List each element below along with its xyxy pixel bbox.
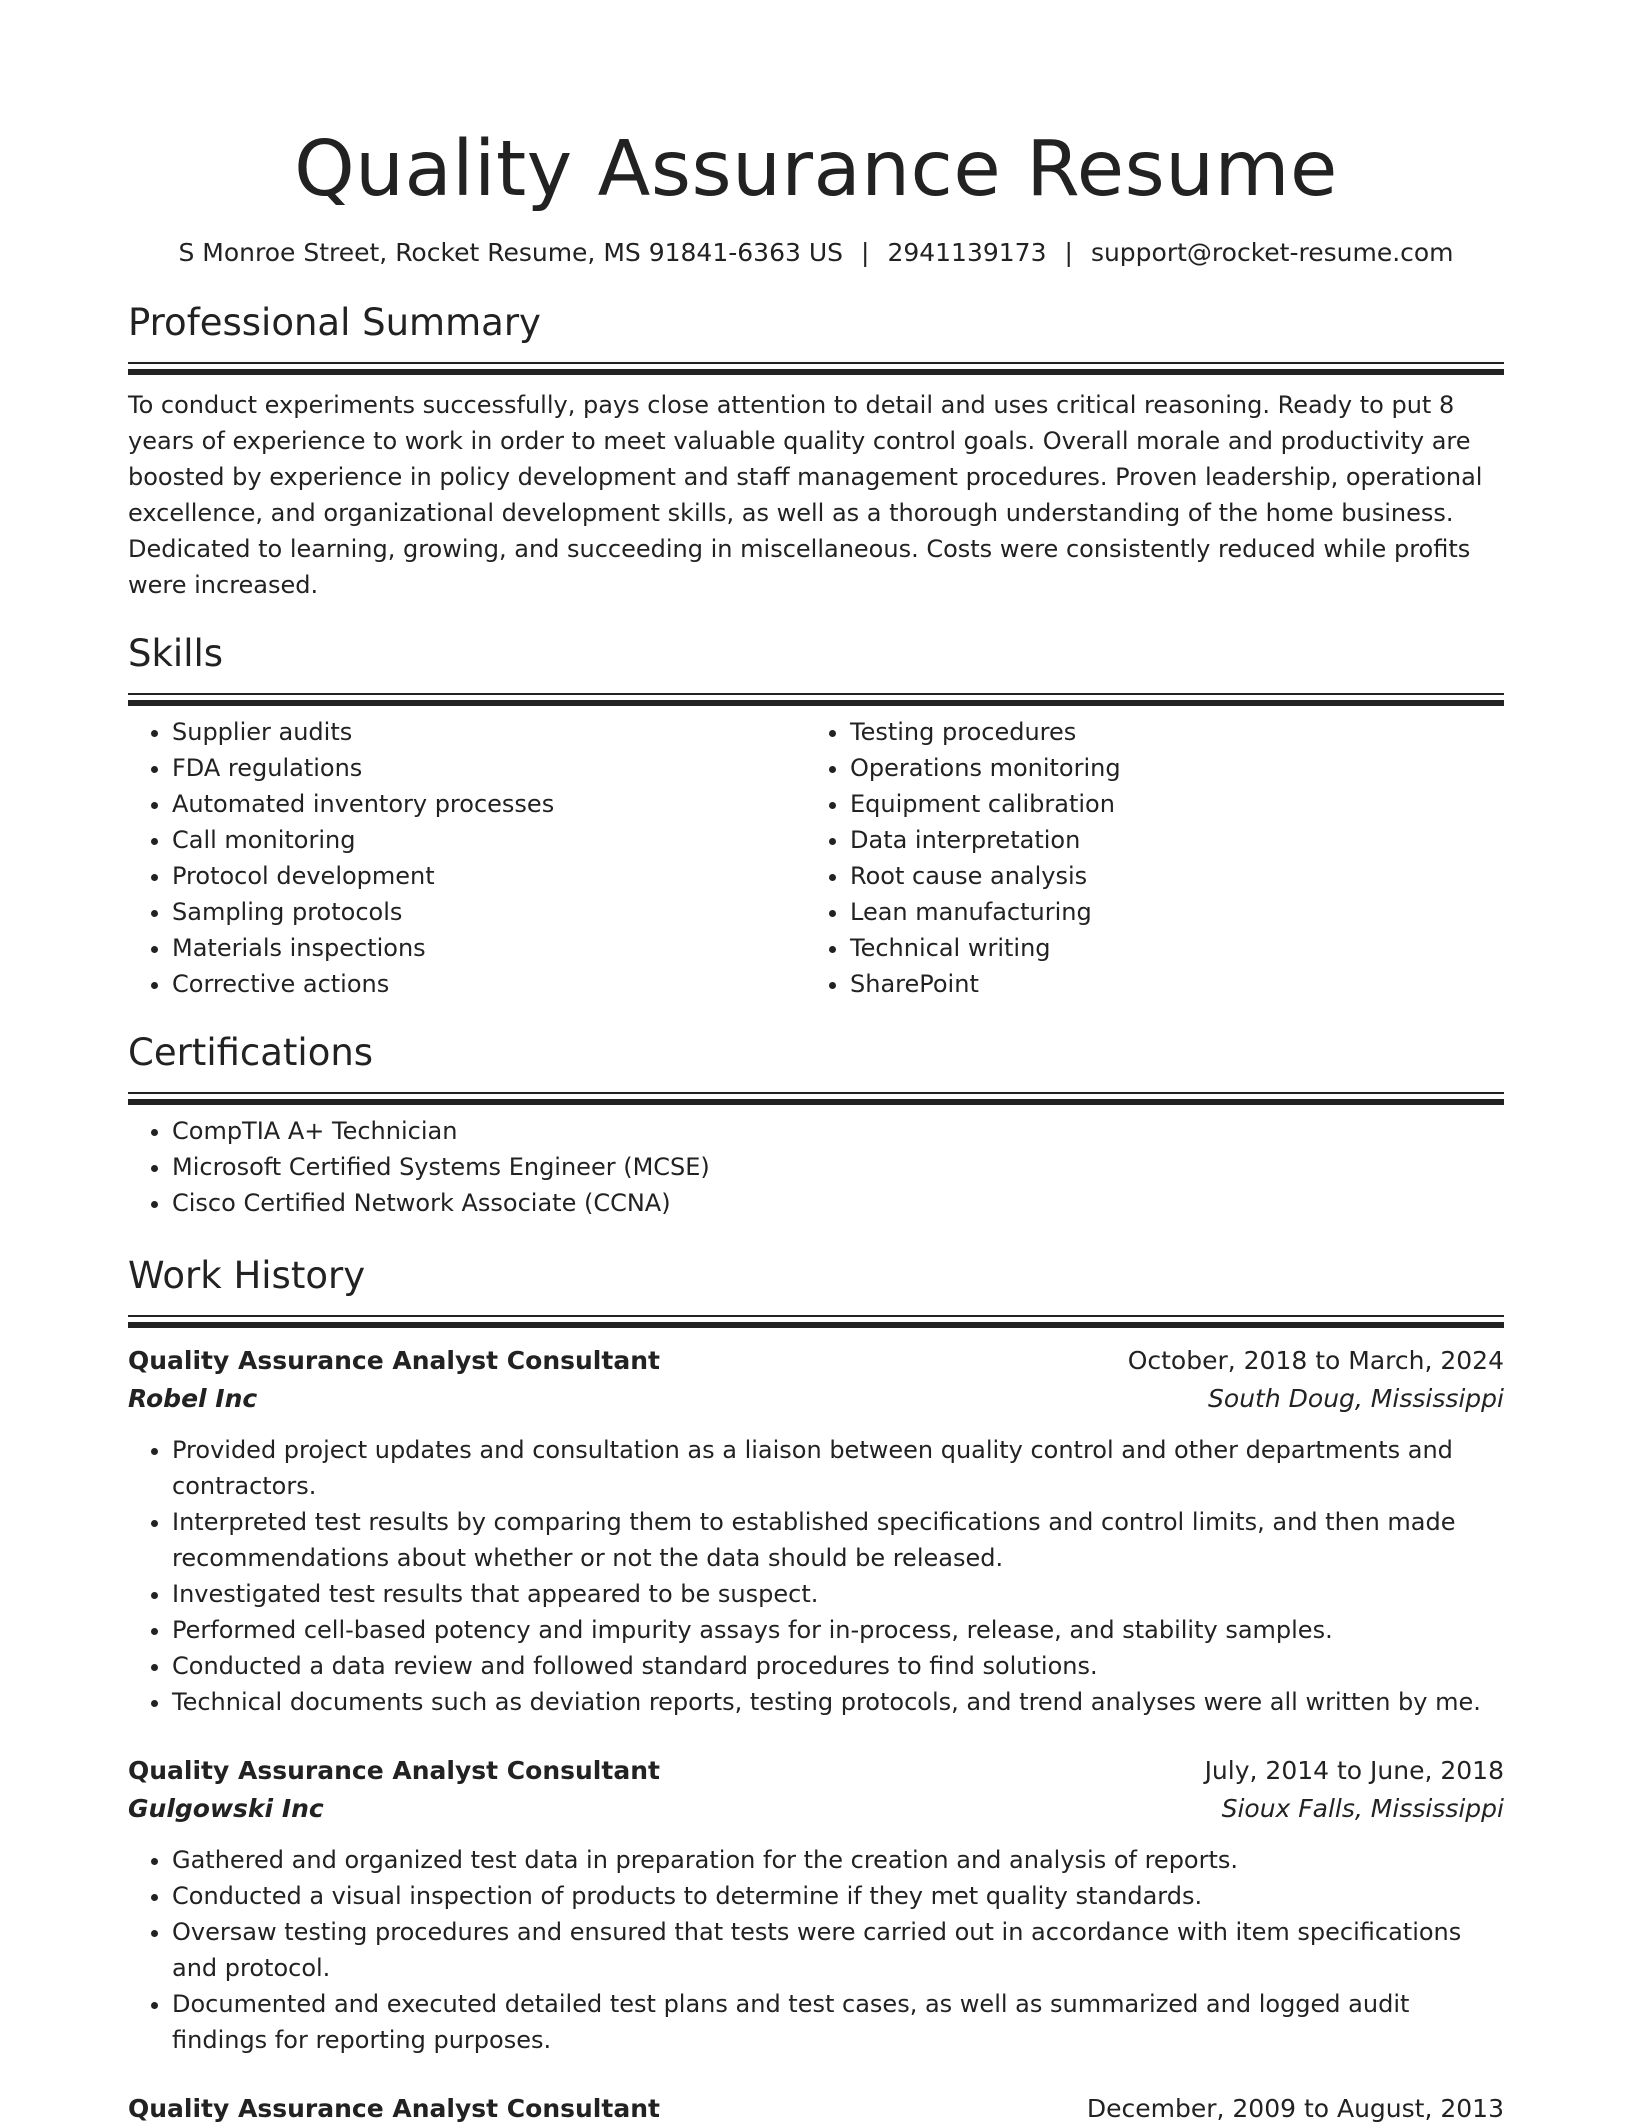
job-entry [128,1342,1504,1720]
section-divider [128,1315,1504,1328]
job-entry [128,1752,1504,2058]
resume-page [128,0,1504,2128]
job-duty: • Provided project updates and consultation as a liaison between quality control and other departments and contractors. [172,1432,1504,1504]
skill-item: • SharePoint [850,966,1484,1002]
job-location: South Doug, Mississippi [1208,1384,1504,1413]
job-title-row [128,1752,1504,1790]
job-duty: • Gathered and organized test data in preparation for the creation and analysis of reports. [172,1842,1504,1878]
job-duties-list [128,1432,1504,1720]
job-location: Sioux Falls, Mississippi [1221,1794,1504,1823]
job-title: Quality Assurance Analyst Consultant [128,2094,660,2123]
skill-item: • Testing procedures [850,714,1484,750]
job-company-row [128,1790,1504,1828]
skills-section [128,629,1504,1002]
certifications-list [128,1113,1504,1221]
summary-heading: Professional Summary [128,301,541,344]
job-dates: December, 2009 to August, 2013 [1086,2094,1504,2123]
job-duty: • Documented and executed detailed test plans and test cases, as well as summarized and logged audit findings for reporting purposes. [172,1986,1504,2058]
contact-email: support@rocket-resume.com [1090,238,1454,267]
skills-column-right [806,714,1484,1002]
skill-item: • Equipment calibration [850,786,1484,822]
job-dates: July, 2014 to June, 2018 [1204,1756,1504,1785]
skill-item: • Materials inspections [172,930,806,966]
contact-separator: | [861,238,870,267]
contact-address: S Monroe Street, Rocket Resume, MS 91841-6363 US [178,238,843,267]
skill-item: • Supplier audits [172,714,806,750]
skills-list-right [806,714,1484,1002]
certification-item: • Cisco Certified Network Associate (CCNA) [172,1185,1504,1221]
job-title-row [128,1342,1504,1380]
certification-item: • Microsoft Certified Systems Engineer (MCSE) [172,1149,1504,1185]
skills-column-left [128,714,806,1002]
job-duty: • Performed cell-based potency and impurity assays for in-process, release, and stability samples. [172,1612,1504,1648]
skill-item: • Automated inventory processes [172,786,806,822]
section-divider [128,1092,1504,1105]
skill-item: • Call monitoring [172,822,806,858]
job-duties-list [128,1842,1504,2058]
skill-item: • Corrective actions [172,966,806,1002]
job-company: Gulgowski Inc [128,1794,324,1823]
job-duty: • Conducted a data review and followed standard procedures to find solutions. [172,1648,1504,1684]
summary-text: To conduct experiments successfully, pays close attention to detail and uses critical reasoning. Ready to put 8 years of experience to work in order to meet valuable quality control goals. Overall morale and productivity are boosted by experience in policy development and staff management procedures. Proven leadership, operational excellence, and organizational development skills, as well as a thorough understanding of the home business. Dedicated to learning, growing, and succeeding in miscellaneous. Costs were consistently reduced while profits were increased. [128,391,1483,599]
job-duty: • Investigated test results that appeared to be suspect. [172,1576,1504,1612]
job-title: Quality Assurance Analyst Consultant [128,1756,660,1785]
skills-list-left [128,714,806,1002]
skill-item: • Operations monitoring [850,750,1484,786]
job-duty: • Conducted a visual inspection of products to determine if they met quality standards. [172,1878,1504,1914]
skill-item: • Technical writing [850,930,1484,966]
section-divider [128,693,1504,706]
certifications-section [128,1028,1504,1221]
contact-line [128,236,1504,270]
skills-grid [128,714,1504,1002]
certification-item: • CompTIA A+ Technician [172,1113,1504,1149]
job-title: Quality Assurance Analyst Consultant [128,1346,660,1375]
job-company-row [128,1380,1504,1418]
skill-item: • Data interpretation [850,822,1484,858]
job-duty: • Oversaw testing procedures and ensured that tests were carried out in accordance with item specifications and protocol. [172,1914,1504,1986]
skill-item: • Sampling protocols [172,894,806,930]
skill-item: • Root cause analysis [850,858,1484,894]
job-dates: October, 2018 to March, 2024 [1127,1346,1504,1375]
resume-title: Quality Assurance Resume [294,125,1338,214]
work-history-section [128,1251,1504,2128]
contact-separator: | [1064,238,1073,267]
work-history-heading: Work History [128,1254,366,1297]
certifications-heading: Certifications [128,1031,374,1074]
contact-phone: 2941139173 [887,238,1047,267]
skills-heading: Skills [128,632,224,675]
skill-item: • FDA regulations [172,750,806,786]
job-entry [128,2090,1504,2128]
skill-item: • Lean manufacturing [850,894,1484,930]
job-duty: • Technical documents such as deviation reports, testing protocols, and trend analyses were all written by me. [172,1684,1504,1720]
job-duty: • Interpreted test results by comparing them to established specifications and control limits, and then made recommendations about whether or not the data should be released. [172,1504,1504,1576]
skill-item: • Protocol development [172,858,806,894]
job-title-row [128,2090,1504,2128]
summary-section [128,298,1504,603]
job-company: Robel Inc [128,1384,258,1413]
section-divider [128,362,1504,375]
